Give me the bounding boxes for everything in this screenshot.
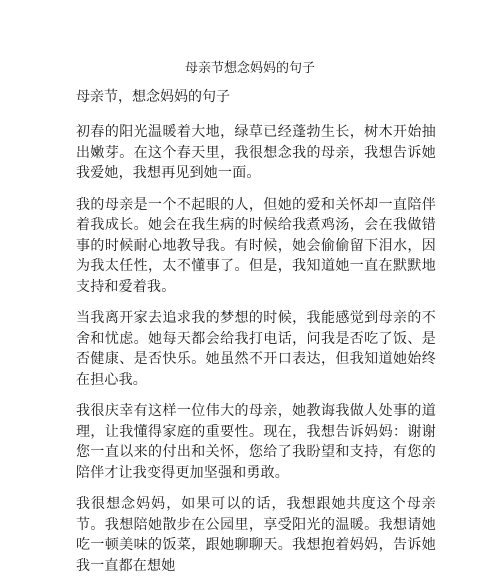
paragraph-4: 我很庆幸有这样一位伟大的母亲，她教诲我做人处事的道理，让我懂得家庭的重要性。现在，我想告诉妈妈：谢谢您一直以来的付出和关怀，您给了我盼望和支持，有您的陪伴才让我变得更加坚强和勇敢。: [76, 403, 436, 481]
paragraph-5: 我很想念妈妈，如果可以的话，我想跟她共度这个母亲节。我想陪她散步在公园里，享受阳光的温暖。我想请她吃一顿美味的饭菜，跟她聊聊天。我想抱着妈妈，告诉她我一直都在想她: [76, 496, 436, 574]
document-body: [76, 122, 436, 587]
document-subtitle: 母亲节，想念妈妈的句子: [76, 89, 230, 105]
paragraph-1: 初春的阳光温暖着大地，绿草已经蓬勃生长，树木开始抽出嫩芽。在这个春天里，我很想念我的母亲，我想告诉她我爱她，我想再见到她一面。: [76, 124, 436, 181]
document-title: 母亲节想念妈妈的句子: [184, 61, 315, 76]
paragraph-2: 我的母亲是一个不起眼的人，但她的爱和关怀却一直陪伴着我成长。她会在我生病的时候给我煮鸡汤，会在我做错事的时候耐心地教导我。有时候，她会偷偷留下泪水，因为我太任性，太不懂事了。但是，我知道她一直在默默地支持和爱着我。: [76, 196, 436, 295]
paragraph-3: 当我离开家去追求我的梦想的时候，我能感觉到母亲的不舍和忧虑。她每天都会给我打电话，问我是否吃了饭、是否健康、是否快乐。她虽然不开口表达，但我知道她始终在担心我。: [76, 310, 436, 388]
